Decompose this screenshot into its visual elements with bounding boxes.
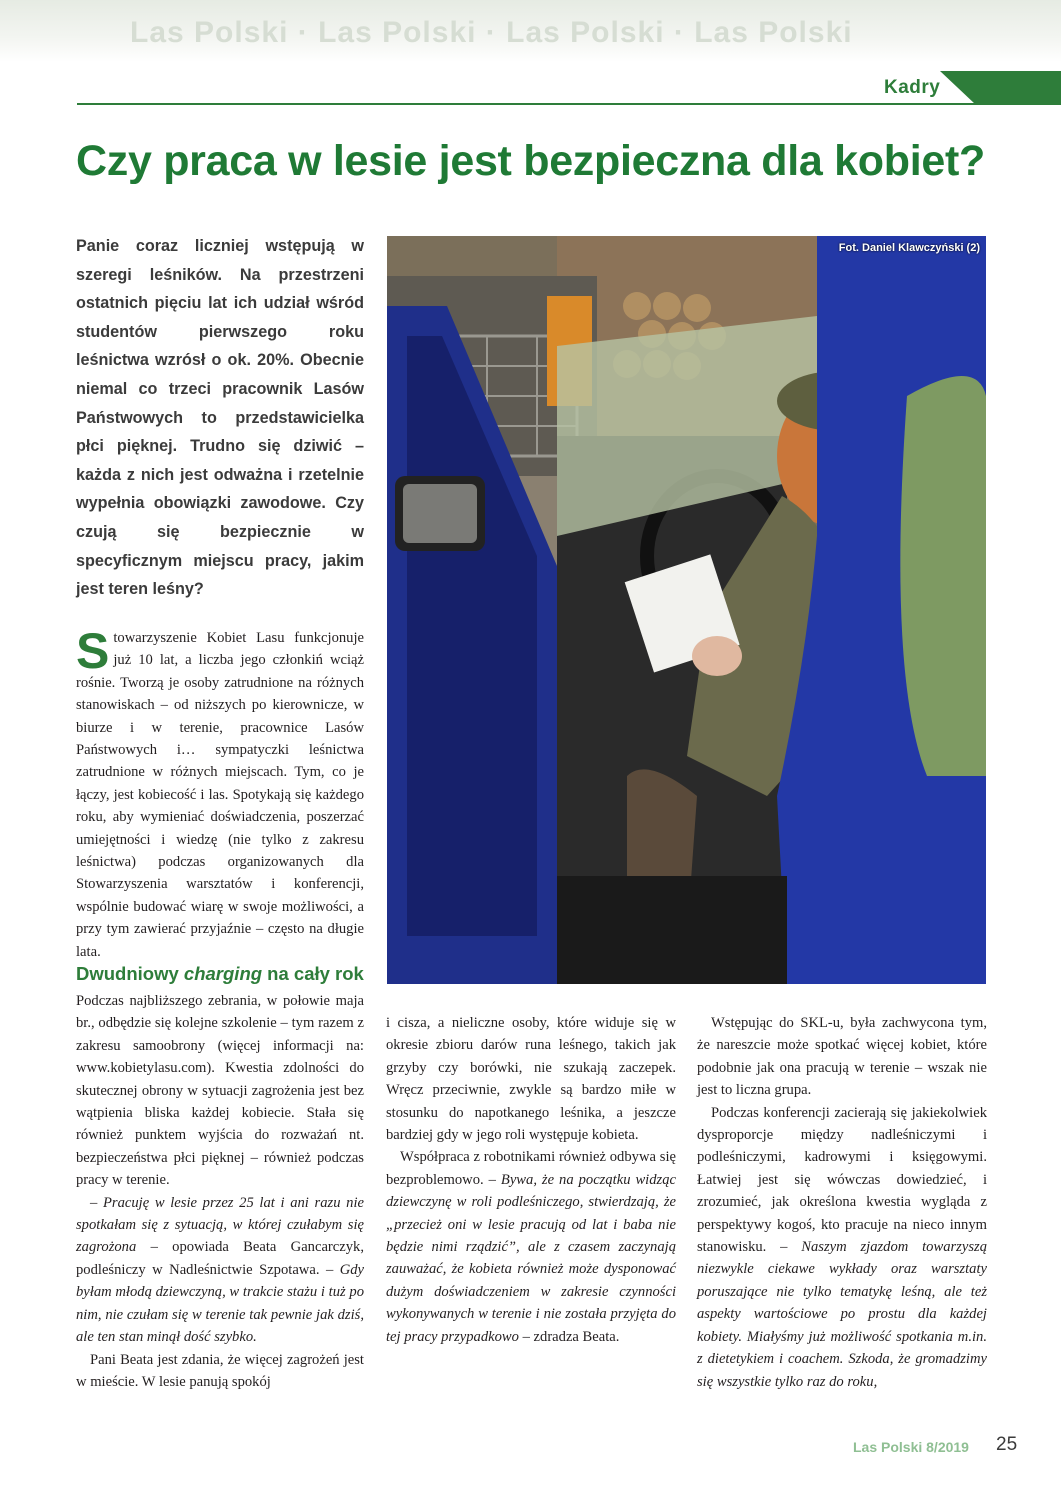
subheading-part-1: Dwudniowy (76, 963, 184, 984)
col3-paragraph-2 (697, 1102, 987, 1393)
subheading-part-3: na cały rok (262, 963, 364, 984)
quote-attribution: – opowiada Beata Gancarczyk, podleśniczy w Nadleśnictwie Szpotawa. (76, 1239, 364, 1278)
col2-quote-italic: – Bywa, że na początku widząc dziewczynę w roli podleśniczego, stwierdzają, że „przecież oni w lesie pracują od lat i baba nie będzie nimi rządzić”, ale z czasem zaczynają zauważać, że kobieta również może dysponować dużym doświadczeniem w zakresie czynności wykonywanych w terenie i nie została przyjęta do tej pracy przypadkowo (386, 1171, 676, 1345)
col3-text: Podczas konferencji zacierają się jakiekolwiek dysproporcje między nadleśniczymi i podleśniczymi, kadrowymi i księgowymi. Łatwiej jest się wówczas dowiedzieć, i zrozumieć, jak określona kwestia wygląda z perspektywy kogoś, kto pracuje na nieco innym stanowisku. (697, 1104, 987, 1256)
col2-text-2: – zdradza Beata. (518, 1328, 620, 1345)
col1-paragraph-3: Pani Beata jest zdania, że więcej zagrożeń jest w mieście. W lesie panują spokój (76, 1351, 364, 1390)
text-column-3 (697, 1012, 987, 1393)
section-label: Kadry (884, 77, 941, 98)
footer-magazine: Las Polski 8/2019 (853, 1439, 969, 1455)
col1-paragraph-2 (76, 1192, 364, 1349)
subheading-italic: charging (183, 963, 263, 984)
header-band (0, 0, 1061, 62)
page-number: 25 (996, 1434, 1018, 1455)
article-photo (387, 236, 986, 984)
text-column-1 (76, 990, 364, 1393)
drop-cap: S (76, 623, 110, 679)
intro-text: towarzyszenie Kobiet Lasu funkcjonuje już 10 lat, a liczba jego członkiń wciąż rośnie. Tworzą je osoby zatrudnione na różnych stanowiskach – od niższych po kierownicze, w biurze i w terenie, pracownice Lasów Państwowych i… sympatyczki leśnictwa zatrudnione w różnych miejscach. Tym, co je łączy, jest kobiecość i las. Spotykają się każdego roku, aby wymieniać doświadczenia, poszerzać umiejętności i wiedzę (nie tylko z zakresu leśnictwa) podczas organizowanych dla Stowarzyszenia warsztatów i konferencji, wspólnie budować wiarę w swoje możliwości, a przy tym zawierać przyjaźnie – często na długie lata. (76, 630, 364, 960)
col2-text-1: Współpraca z robotnikami również odbywa się bezproblemowo. (386, 1149, 676, 1188)
article-title: Czy praca w lesie jest bezpieczna dla kobiet? (76, 137, 985, 185)
section-subheading (76, 963, 364, 985)
photo-illustration (387, 236, 986, 984)
photo-credit: Fot. Daniel Klawczyński (2) (838, 242, 980, 254)
intro-paragraph (76, 623, 364, 963)
col3-paragraph-1: Wstępując do SKL-u, była zachwycona tym, że nareszcie może spotkać więcej kobiet, które podobnie jak ona pracują w terenie – wszak nie jest to liczna grupa. (697, 1015, 987, 1099)
header-ghost-text: Las Polski · Las Polski · Las Polski · Las Polski (130, 16, 853, 49)
header-rule (77, 103, 1061, 105)
col2-paragraph-1: i cisza, a nieliczne osoby, które widuje się w okresie zbioru darów runa leśnego, takich jak grzyby czy borówki, nie szukają zaczepek. Wręcz przeciwnie, zwykle są bardzo miłe w stosunku do napotkanego leśnika, a jeszcze bardziej gdy w jego roli występuje kobieta. (386, 1015, 676, 1144)
quote-italic-2: – Gdy byłam młodą dziewczyną, w trakcie stażu i tuż po nim, nie czułam się w terenie tak pewnie jak dziś, ale ten stan minął dość szybko. (76, 1261, 365, 1346)
col2-paragraph-2 (386, 1146, 676, 1348)
col3-quote-italic: – Naszym zjazdom towarzyszą niezwykle ciekawe wykłady oraz warsztaty poruszające nie tylko tematykę leśną, ale też aspekty wartościowe po prostu dla każdej kobiety. Miałyśmy już możliwość spotkania m.in. z dietetykiem i coachem. Szkoda, że gromadzimy się wszystkie tylko raz do roku, (697, 1239, 987, 1390)
text-column-2 (386, 1012, 676, 1348)
article-lead: Panie coraz liczniej wstępują w szeregi leśników. Na przestrzeni ostatnich pięciu lat ich udział wśród studentów pierwszego roku leśnictwa wzrósł o ok. 20%. Obecnie niemal co trzeci pracownik Lasów Państwowych to przedstawicielka płci pięknej. Trudno się dziwić – każda z nich jest odważna i rzetelnie wypełnia obowiązki zawodowe. Czy czują się bezpiecznie w specyficznym miejscu pracy, jakim jest teren leśny? (76, 237, 364, 599)
quote-italic-1: – Pracuję w lesie przez 25 lat i ani razu nie spotkałam się z sytuacją, w której czułabym się zagrożona (76, 1194, 364, 1256)
col1-paragraph-1: Podczas najbliższego zebrania, w połowie maja br., odbędzie się kolejne szkolenie – tym razem z zakresu samoobrony (więcej informacji na: www.kobietylasu.com). Kwestia zdolności do skutecznej obrony w sytuacji zagrożenia jest bez wątpienia bliska każdej kobiecie. Stała się również punktem wyjścia do rozważań nt. bezpieczeństwa płci pięknej – również podczas pracy w terenie. (76, 993, 364, 1189)
